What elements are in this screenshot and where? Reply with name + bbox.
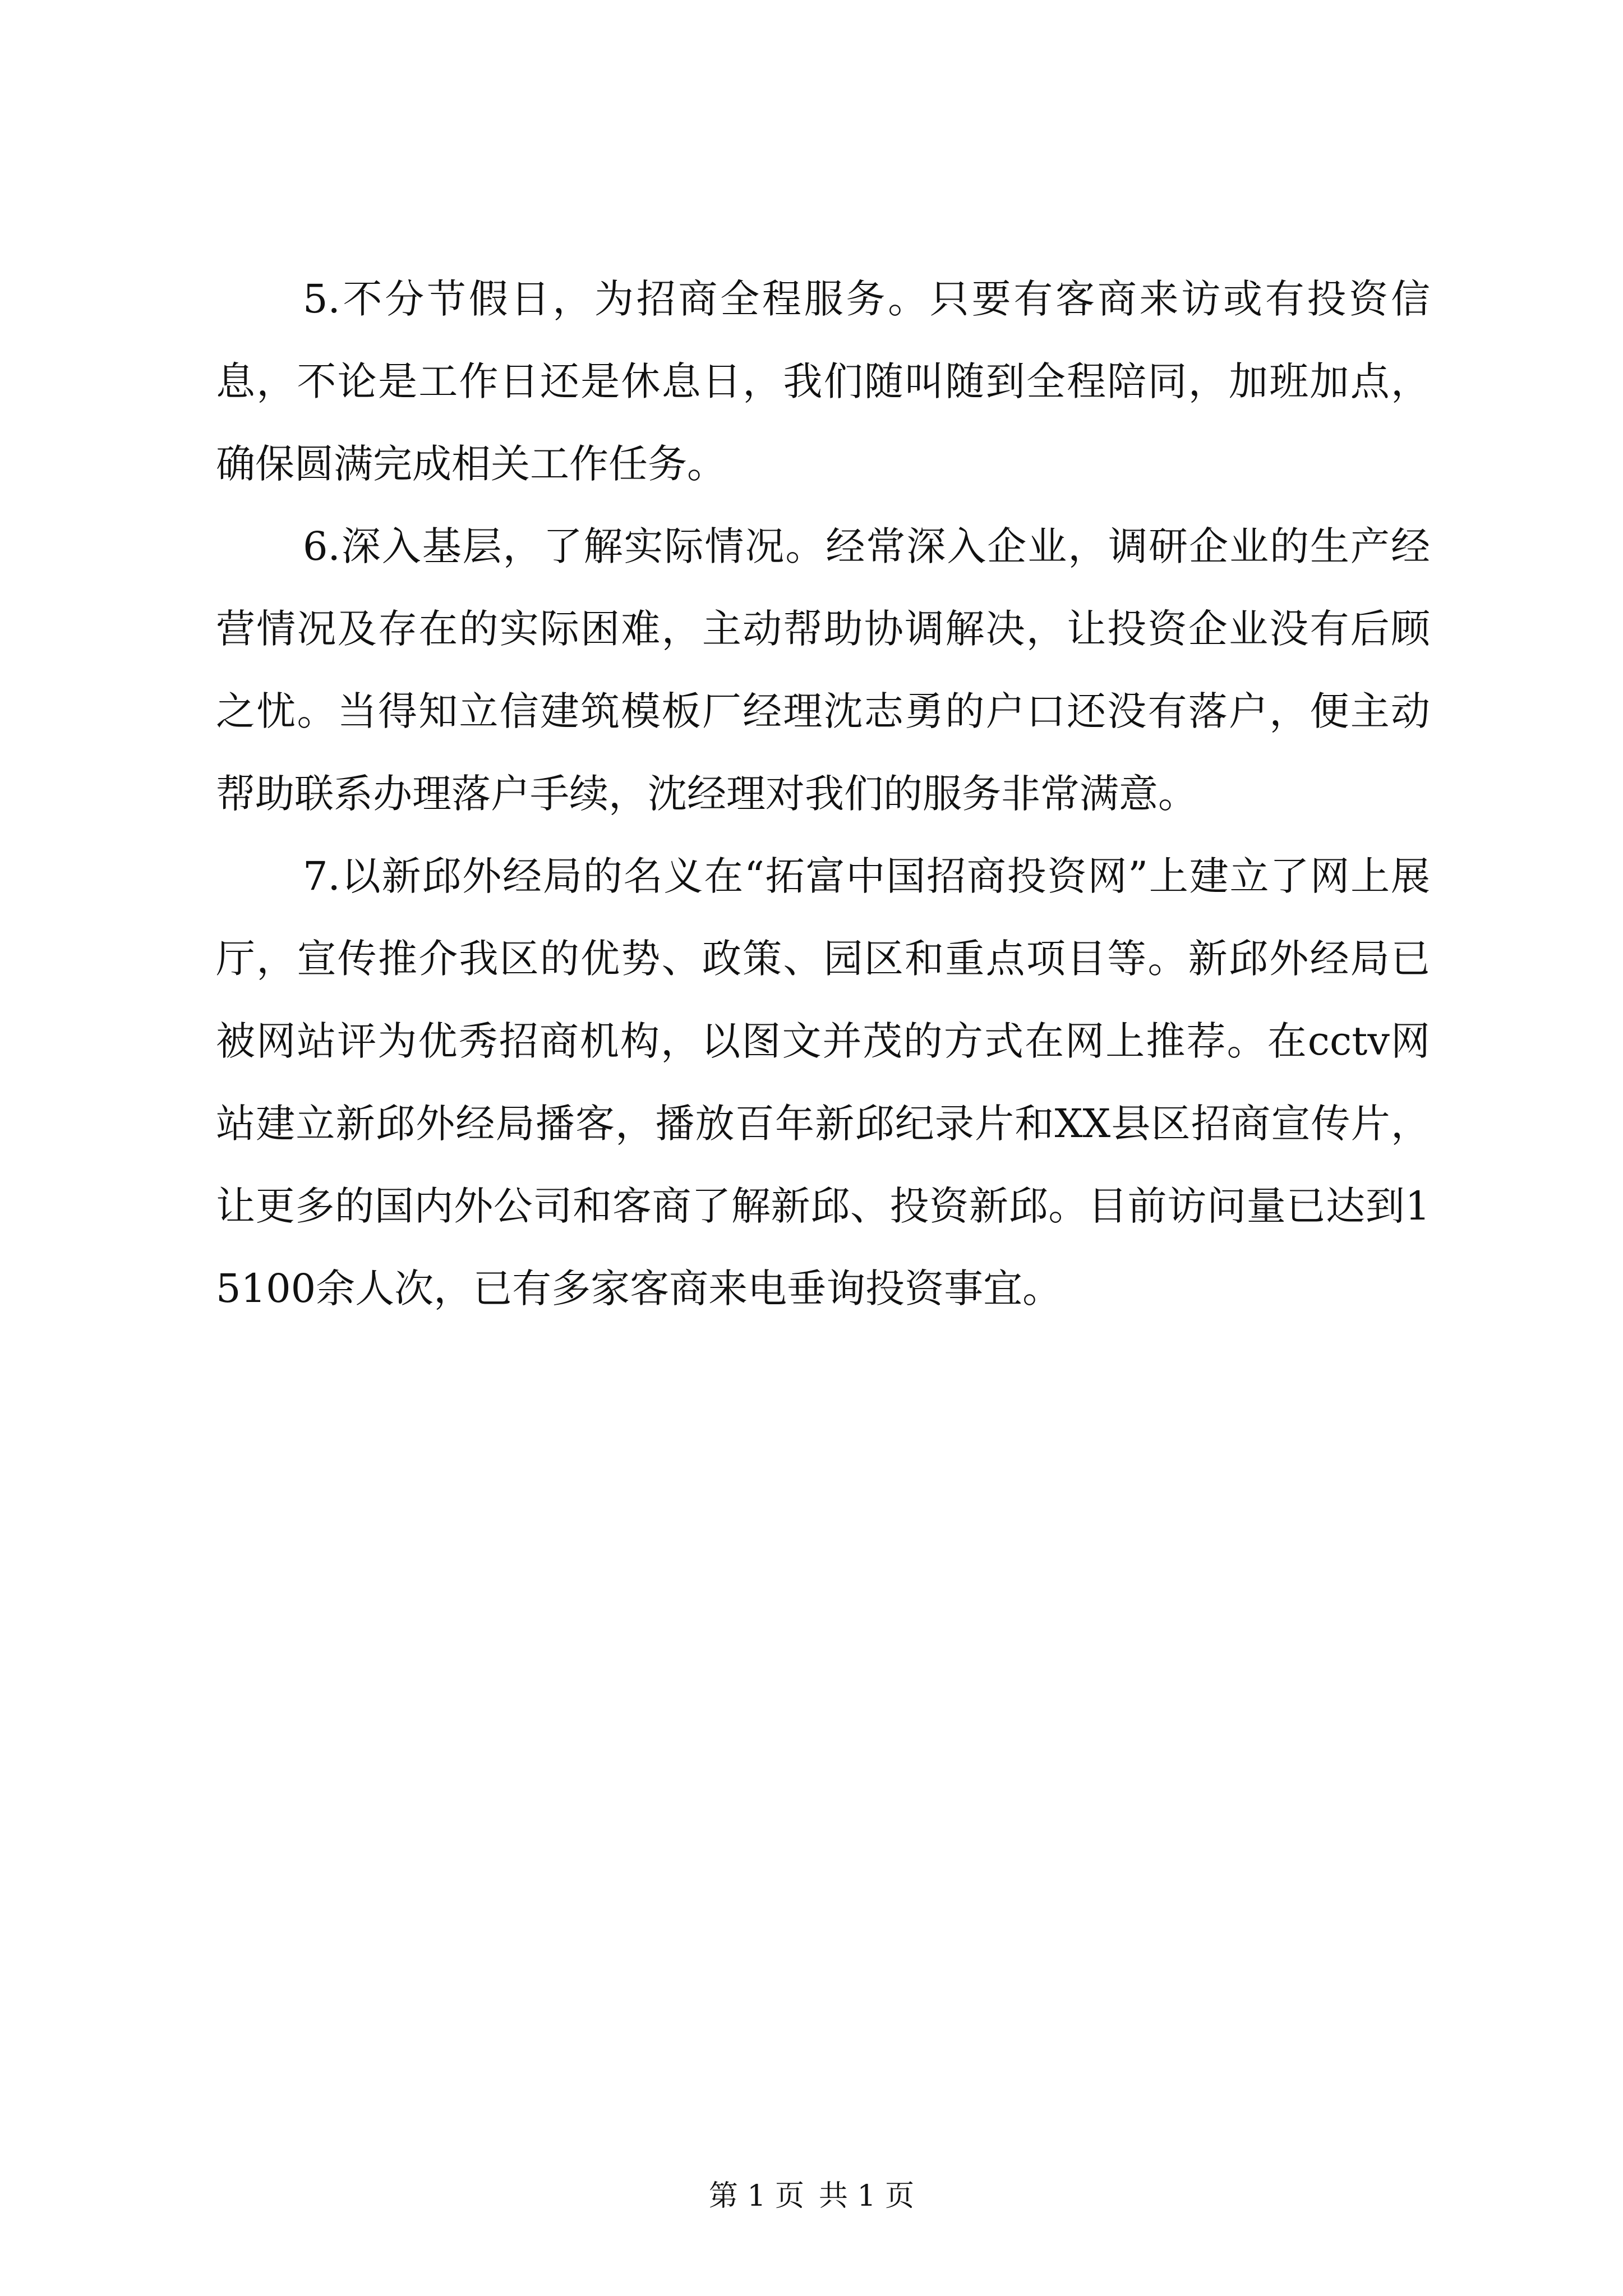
page-number: 第 1 页 <box>708 2179 804 2213</box>
document-body <box>216 258 1430 1330</box>
page-total: 共 1 页 <box>819 2179 915 2213</box>
page-footer <box>0 2177 1623 2216</box>
paragraph-7: 7.以新邱外经局的名义在“拓富中国招商投资网”上建立了网上展厅，宣传推介我区的优势、政策、园区和重点项目等。新邱外经局已被网站评为优秀招商机构，以图文并茂的方式在网上推荐。在cctv网站建立新邱外经局播客，播放百年新邱纪录片和XX县区招商宣传片，让更多的国内外公司和客商了解新邱、投资新邱。目前访问量已达到15100余人次，已有多家客商来电垂询投资事宜。 <box>216 853 1430 1312</box>
paragraph-6: 6.深入基层，了解实际情况。经常深入企业，调研企业的生产经营情况及存在的实际困难，主动帮助协调解决，让投资企业没有后顾之忧。当得知立信建筑模板厂经理沈志勇的户口还没有落户，便主动帮助联系办理落户手续，沈经理对我们的服务非常满意。 <box>216 523 1430 817</box>
paragraph-5: 5.不分节假日，为招商全程服务。只要有客商来访或有投资信息，不论是工作日还是休息日，我们随叫随到全程陪同，加班加点，确保圆满完成相关工作任务。 <box>216 276 1430 487</box>
